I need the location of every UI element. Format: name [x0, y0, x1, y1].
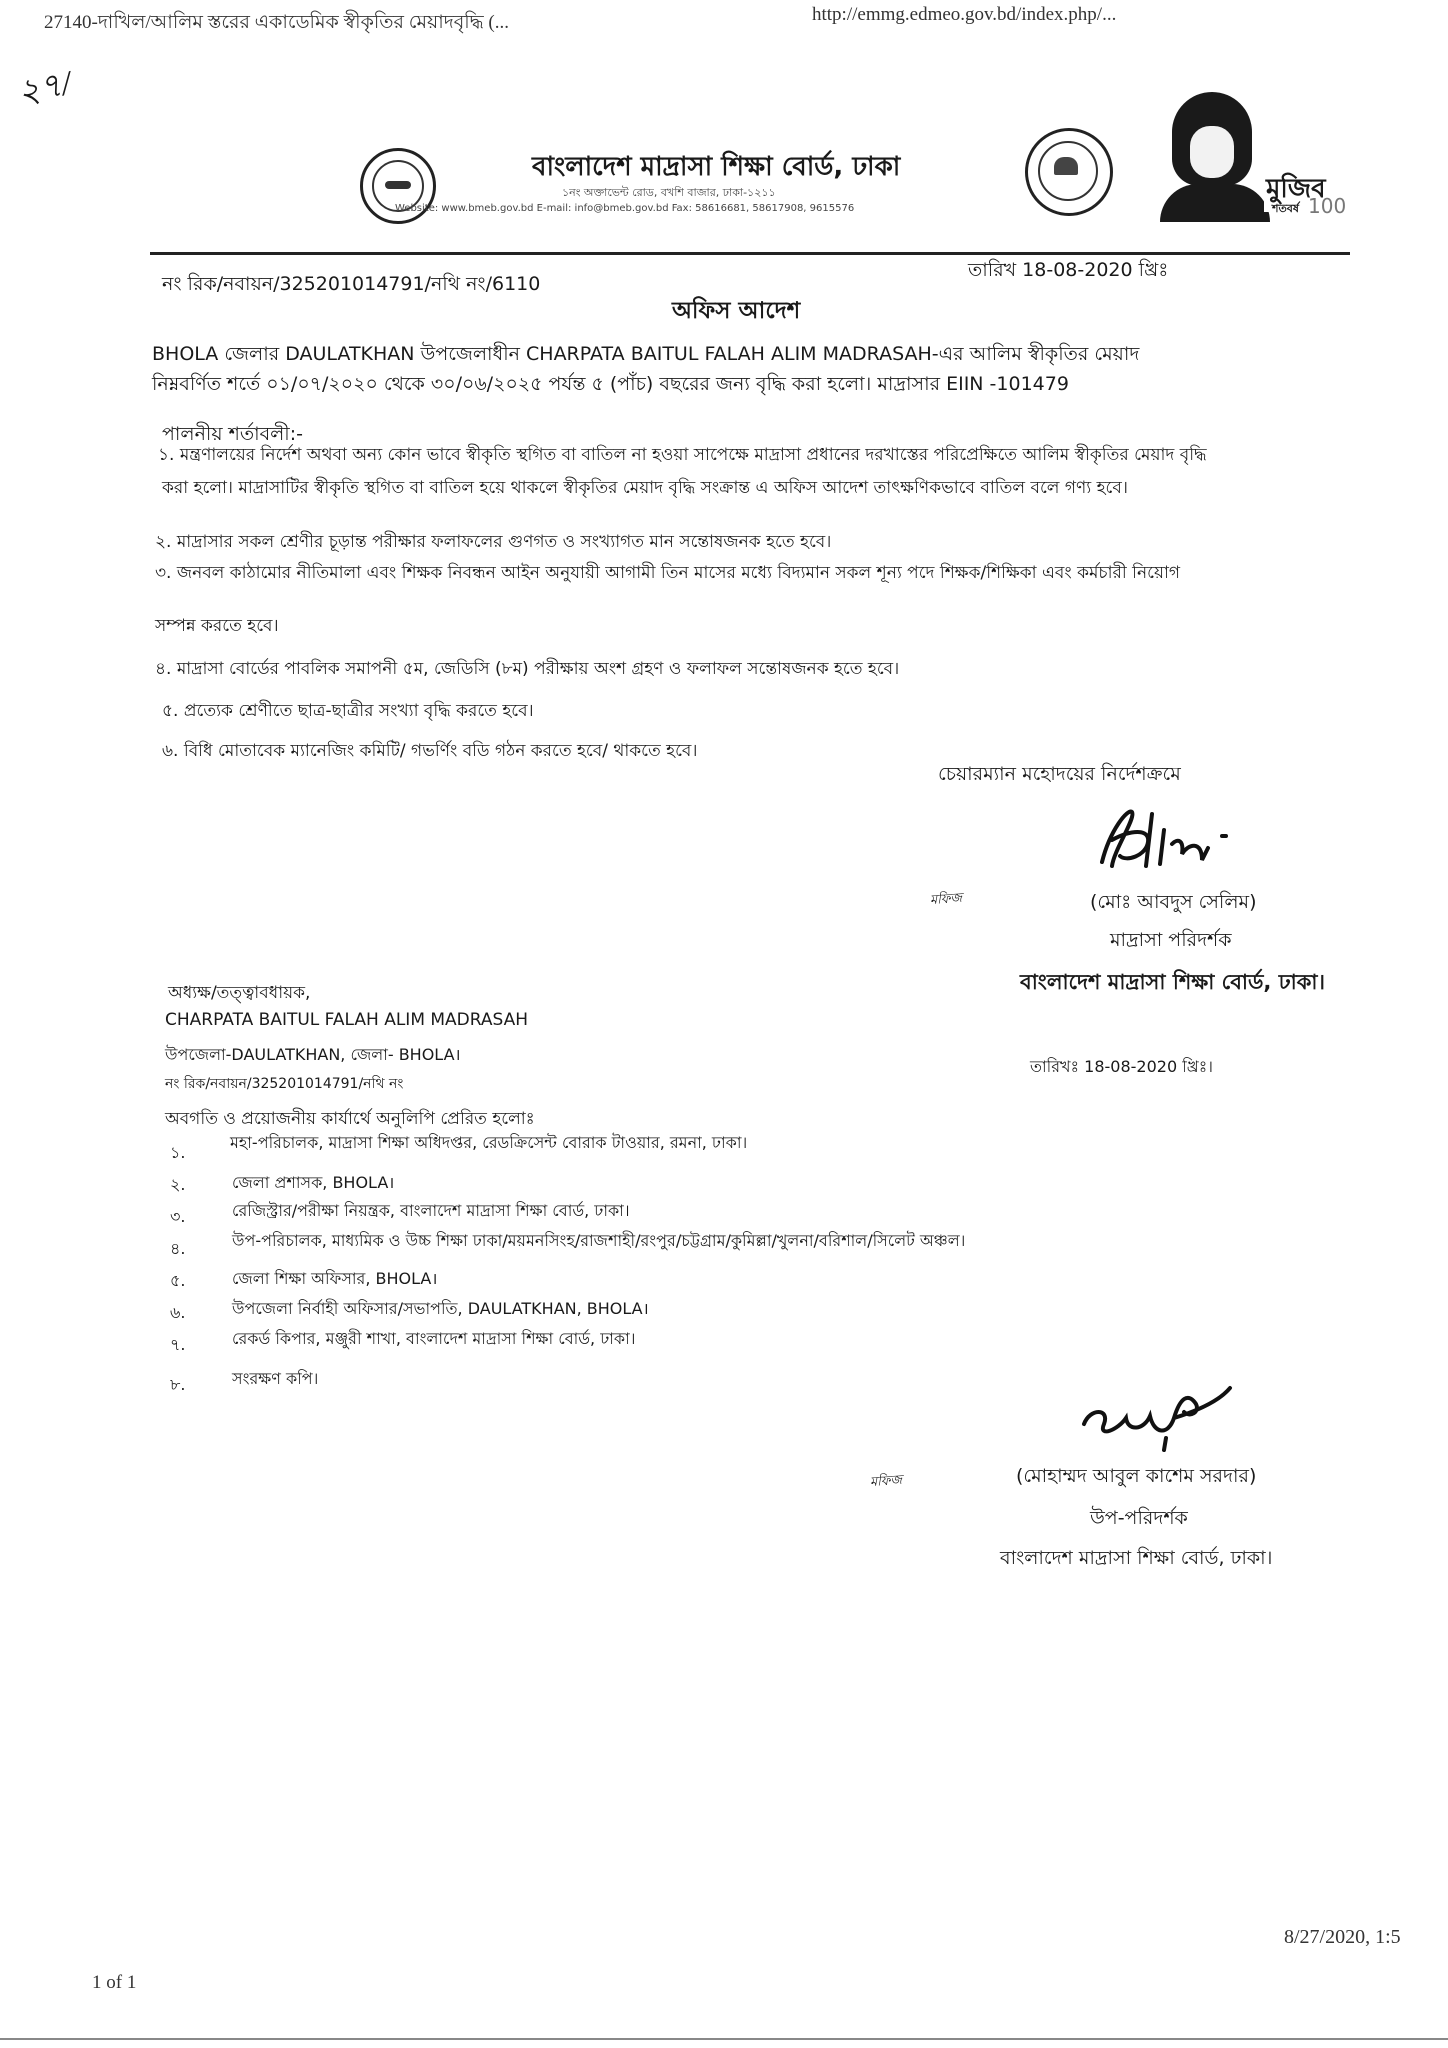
- copy-to-heading: অবগতি ও প্রয়োজনীয় কার্যার্থে অনুলিপি প্রেরিত হলোঃ: [165, 1109, 535, 1129]
- condition-item: সম্পন্ন করতে হবে।: [155, 616, 279, 636]
- list-item-num: ১.: [170, 1143, 186, 1162]
- recipient-date: তারিখঃ 18-08-2020 খ্রিঃ।: [1030, 1057, 1213, 1076]
- memo-date: তারিখ 18-08-2020 খ্রিঃ: [968, 259, 1169, 281]
- signatory2-name: (মোহাম্মদ আবুল কাশেম সরদার): [1016, 1465, 1257, 1487]
- list-item-num: ২.: [170, 1175, 186, 1194]
- list-item-text: রেজিস্ট্রার/পরীক্ষা নিয়ন্ত্রক, বাংলাদেশ মাদ্রাসা শিক্ষা বোর্ড, ঢাকা।: [232, 1201, 630, 1220]
- mujib-logo-num: 100: [1308, 194, 1347, 218]
- condition-item: ১. মন্ত্রণালয়ের নির্দেশ অথবা অন্য কোন ভাবে স্বীকৃতি স্থগিত বা বাতিল না হওয়া সাপেক্ষে মাদ্রাসা প্রধানের দরখাস্তের পরিপ্রেক্ষিতে আলিম স্বীকৃতির মেয়াদ বৃদ্ধি: [158, 445, 1207, 465]
- condition-item: ৬. বিধি মোতাবেক ম্যানেজিং কমিটি/ গভর্ণিং বডি গঠন করতে হবে/ থাকতে হবে।: [162, 741, 698, 761]
- list-item-text: মহা-পরিচালক, মাদ্রাসা শিক্ষা অধিদপ্তর, রেডক্রিসেন্ট বোরাক টাওয়ার, রমনা, ঢাকা।: [230, 1133, 748, 1152]
- signatory1-name: (মোঃ আবদুস সেলিম): [1090, 891, 1257, 913]
- list-item-text: জেলা শিক্ষা অফিসার, BHOLA।: [232, 1269, 438, 1288]
- org-address: ১নং অক্তাভেন্ট রোড, বখশি বাজার, ঢাকা-১২১১: [562, 186, 776, 199]
- mujib-logo-sub: শতবর্ষ: [1272, 202, 1299, 215]
- recipient-madrasah: CHARPATA BAITUL FALAH ALIM MADRASAH: [165, 1010, 529, 1030]
- scan-bottom-edge: [0, 2038, 1448, 2040]
- page-number: 1 of 1: [92, 1972, 137, 1993]
- org-contact: Website: www.bmeb.gov.bd E-mail: info@bmeb.gov.bd Fax: 58616681, 58617908, 9615576: [395, 203, 855, 214]
- print-page-title: 27140-দাখিল/আলিম স্তরের একাডেমিক স্বীকৃতির মেয়াদবৃদ্ধি (...: [44, 12, 509, 33]
- list-item-text: রেকর্ড কিপার, মঞ্জুরী শাখা, বাংলাদেশ মাদ্রাসা শিক্ষা বোর্ড, ঢাকা।: [232, 1329, 636, 1348]
- handwritten-note: ২৭/: [14, 64, 75, 113]
- recipient-address: উপজেলা-DAULATKHAN, জেলা- BHOLA।: [165, 1045, 461, 1064]
- condition-item: করা হলো। মাদ্রাসাটির স্বীকৃতি স্থগিত বা বাতিল হয়ে থাকলে স্বীকৃতির মেয়াদ বৃদ্ধি সংক্রান্ত এ অফিস আদেশ তাৎক্ষণিকভাবে বাতিল বলে গণ্য হবে।: [162, 478, 1128, 498]
- signatory2-initial: মফিজ: [869, 1472, 903, 1491]
- signatory1-designation: মাদ্রাসা পরিদর্শক: [1110, 929, 1232, 951]
- list-item-num: ৭.: [170, 1335, 186, 1354]
- mujib-logo: [1160, 92, 1350, 222]
- list-item-text: উপজেলা নির্বাহী অফিসার/সভাপতি, DAULATKHAN, BHOLA।: [232, 1299, 649, 1318]
- signature-2: [1070, 1378, 1250, 1458]
- list-item-text: উপ-পরিচালক, মাধ্যমিক ও উচ্চ শিক্ষা ঢাকা/ময়মনসিংহ/রাজশাহী/রংপুর/চট্টগ্রাম/কুমিল্লা/খুলনা/বরিশাল/সিলেট অঞ্চল।: [232, 1231, 966, 1250]
- condition-item: ২. মাদ্রাসার সকল শ্রেণীর চূড়ান্ত পরীক্ষার ফলাফলের গুণগত ও সংখ্যাগত মান সন্তোষজনক হতে হবে।: [155, 532, 832, 552]
- mujib-year-seal-icon: [1025, 128, 1113, 216]
- letterhead-divider: [150, 252, 1350, 255]
- list-item-num: ৫.: [170, 1271, 186, 1290]
- condition-item: ৫. প্রত্যেক শ্রেণীতে ছাত্র-ছাত্রীর সংখ্যা বৃদ্ধি করতে হবে।: [162, 701, 534, 721]
- print-timestamp: 8/27/2020, 1:5: [1284, 1926, 1401, 1948]
- list-item-num: ৬.: [170, 1303, 186, 1322]
- signature-1: [1090, 800, 1260, 880]
- list-item-num: ৩.: [170, 1207, 186, 1226]
- list-item-num: ৮.: [170, 1375, 186, 1394]
- conditions-heading: পালনীয় শর্তাবলী:-: [162, 423, 304, 445]
- mujib-logo-text: মুজিব: [1264, 168, 1328, 212]
- list-item-text: জেলা প্রশাসক, BHOLA।: [232, 1173, 395, 1192]
- memo-body-line1: BHOLA জেলার DAULATKHAN উপজেলাধীন CHARPATA BAITUL FALAH ALIM MADRASAH-এর আলিম স্বীকৃতির মেয়াদ: [152, 343, 1140, 365]
- memo-body-line2: নিম্নবর্ণিত শর্তে ০১/০৭/২০২০ থেকে ৩০/০৬/২০২৫ পর্যন্ত ৫ (পাঁচ) বছরের জন্য বৃদ্ধি করা হলো। মাদ্রাসার EIIN -101479: [152, 373, 1069, 395]
- memo-ref-no: নং রিক/নবায়ন/325201014791/নথি নং/6110: [162, 273, 541, 295]
- by-order-line: চেয়ারম্যান মহোদয়ের নির্দেশক্রমে: [938, 763, 1181, 785]
- condition-item: ৪. মাদ্রাসা বোর্ডের পাবলিক সমাপনী ৫ম, জেডিসি (৮ম) পরীক্ষায় অংশ গ্রহণ ও ফলাফল সন্তোষজনক হতে হবে।: [155, 659, 900, 679]
- recipient-ref-no: নং রিক/নবায়ন/325201014791/নথি নং: [165, 1076, 404, 1092]
- list-item-text: সংরক্ষণ কপি।: [232, 1369, 319, 1388]
- recipient-title: অধ্যক্ষ/তত্ত্বাবধায়ক,: [168, 983, 311, 1003]
- signatory1-initial: মফিজ: [929, 890, 963, 909]
- print-url: http://emmg.edmeo.gov.bd/index.php/...: [812, 4, 1117, 25]
- signatory2-office: বাংলাদেশ মাদ্রাসা শিক্ষা বোর্ড, ঢাকা।: [1000, 1547, 1273, 1569]
- list-item-num: ৪.: [170, 1239, 186, 1258]
- signatory2-designation: উপ-পরিদর্শক: [1090, 1507, 1188, 1529]
- memo-heading: অফিস আদেশ: [672, 298, 801, 324]
- org-name: বাংলাদেশ মাদ্রাসা শিক্ষা বোর্ড, ঢাকা: [532, 152, 901, 182]
- signatory1-office: বাংলাদেশ মাদ্রাসা শিক্ষা বোর্ড, ঢাকা।: [1020, 970, 1325, 994]
- condition-item: ৩. জনবল কাঠামোর নীতিমালা এবং শিক্ষক নিবন্ধন আইন অনুযায়ী আগামী তিন মাসের মধ্যে বিদ্যমান সকল শূন্য পদে শিক্ষক/শিক্ষিকা এবং কর্মচারী নিয়োগ: [155, 563, 1181, 583]
